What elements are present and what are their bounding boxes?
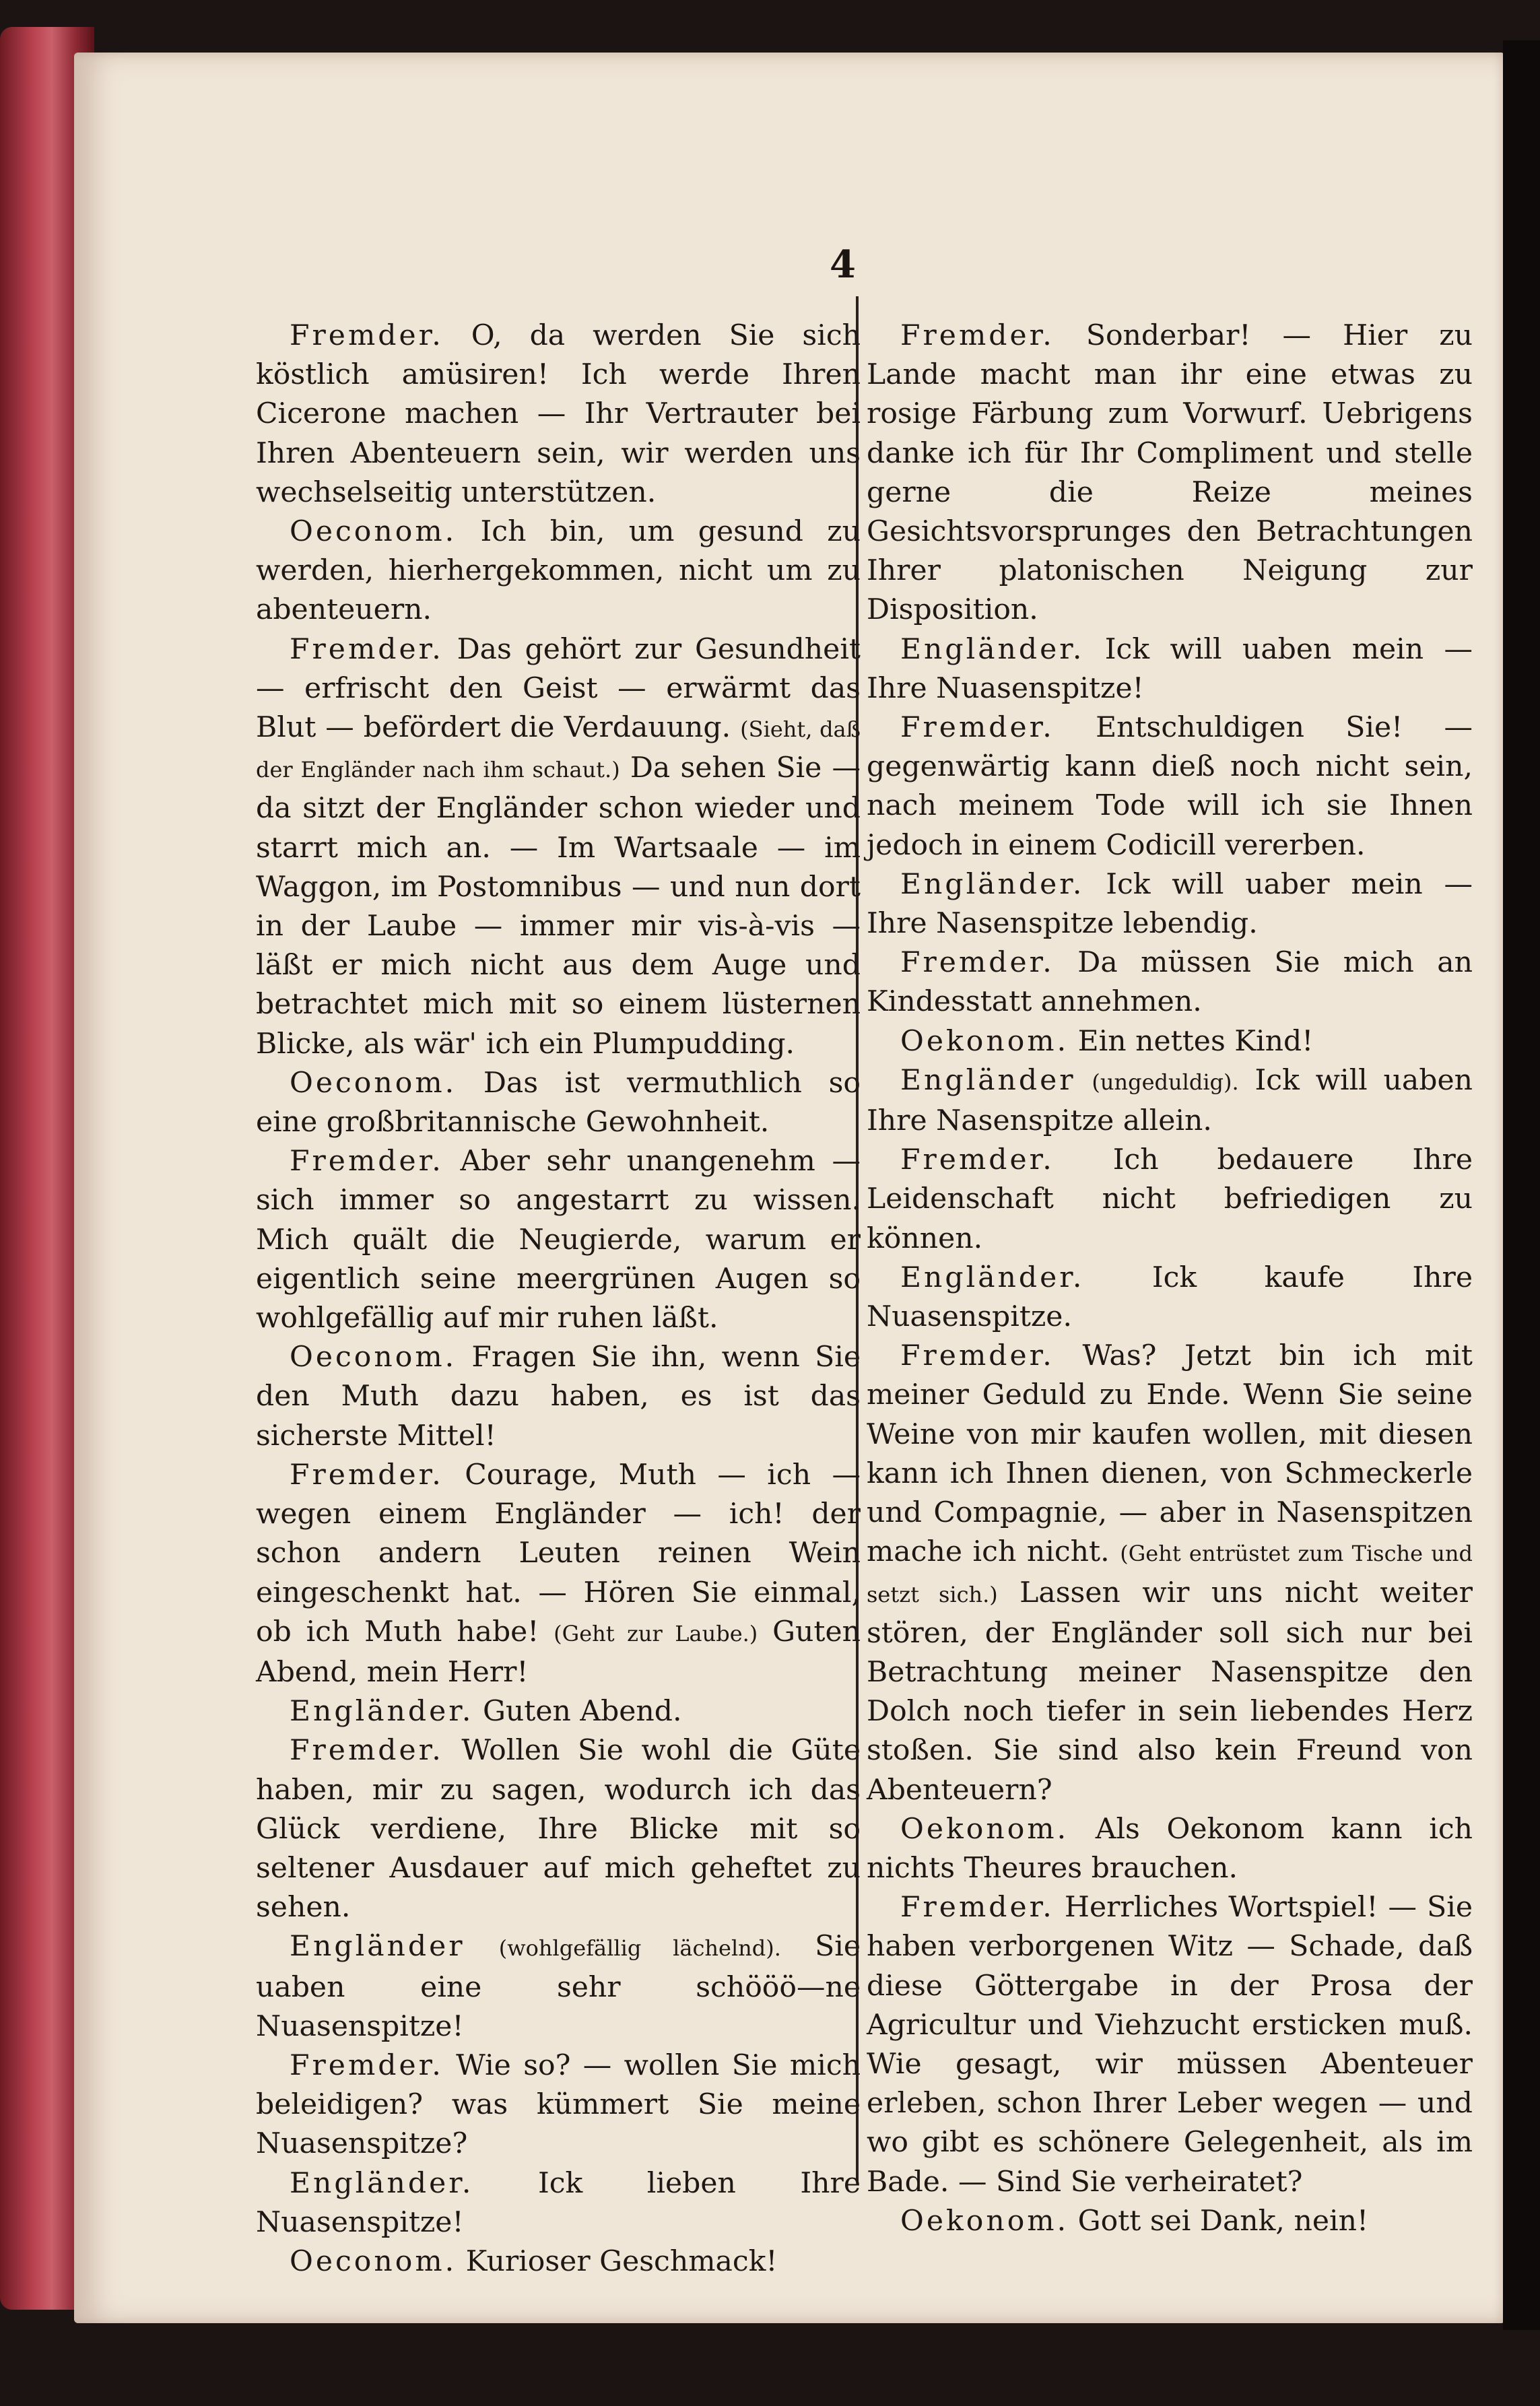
speaker-name: Fremder. [290, 1145, 444, 1178]
dialogue-paragraph [256, 2242, 861, 2281]
speaker-name: Engländer. [900, 1261, 1085, 1294]
speaker-name: Engländer [290, 1930, 465, 1964]
dialogue-paragraph [867, 943, 1473, 1022]
dialogue-paragraph [867, 316, 1473, 630]
dialogue-paragraph [867, 1022, 1473, 1061]
dialogue-text: Ick lieben Ihre Nuasenspitze! [256, 2166, 861, 2239]
dialogue-text: Entschuldigen Sie! — gegenwärtig kann dieß noch nicht sein, nach meinem Tode will ich sie Ihnen jedoch in einem Codicill vererben. [867, 711, 1473, 862]
background-strip [1503, 40, 1540, 2330]
speaker-name: Oekonom. [900, 1024, 1069, 1058]
speaker-name: Fremder. [290, 2048, 444, 2082]
dialogue-text: Das gehört zur Gesundheit — erfrischt den Geist — erwärmt das Blut — befördert die Verdauung. [256, 632, 861, 745]
dialogue-paragraph [867, 2202, 1473, 2241]
dialogue-text: Sie uaben eine sehr schööö—ne Nuasenspitze! [256, 1930, 861, 2043]
dialogue-paragraph [867, 1061, 1473, 1141]
dialogue-paragraph [867, 1259, 1473, 1337]
dialogue-text: Was? Jetzt bin ich mit meiner Geduld zu Ende. Wenn Sie seine Weine von mir kaufen wollen, mit diesen kann ich Ihnen dienen, von Schmeckerle und Compagnie, — aber in Nasenspitzen mache ich nicht. [867, 1339, 1473, 1569]
stage-direction: (Geht entrüstet zum Tische und setzt sich.) [867, 1541, 1473, 1607]
speaker-name: Fremder. [290, 632, 444, 666]
dialogue-text: Ick kaufe Ihre Nuasenspitze. [867, 1261, 1473, 1334]
left-column [256, 316, 861, 2281]
dialogue-paragraph [256, 2046, 861, 2164]
dialogue-paragraph [256, 1064, 861, 1142]
dialogue-text: Gott sei Dank, nein! [1077, 2204, 1369, 2238]
dialogue-text: Wie so? — wollen Sie mich beleidigen? was kümmert Sie meine Nuasenspitze? [256, 2048, 861, 2161]
speaker-name: Oeconom. [290, 515, 457, 549]
dialogue-paragraph [867, 708, 1473, 865]
dialogue-paragraph [256, 512, 861, 630]
speaker-name: Engländer. [290, 1695, 474, 1729]
dialogue-text: Ick will uaber mein — Ihre Nasenspitze lebendig. [867, 867, 1473, 941]
speaker-name: Fremder. [900, 1143, 1054, 1177]
dialogue-paragraph [256, 316, 861, 512]
right-column [867, 316, 1473, 2241]
stage-direction: (wohlgefällig lächelnd). [498, 1935, 781, 1962]
dialogue-text: Da sehen Sie — da sitzt der Engländer schon wieder und starrt mich an. — Im Wartsaale — im Waggon, im Postomnibus — und nun dort in der Laube — immer mir vis-à-vis — läßt er mich nicht aus dem Auge und betrachtet mich mit so einem lüsternen Blicke, als wär' ich ein Plumpudding. [256, 751, 861, 1061]
dialogue-text: Courage, Muth — ich — wegen einem Engländer — ich! der schon andern Leuten reinen Wein eingeschenkt hat. — Hören Sie einmal, ob ich Muth habe! [256, 1458, 861, 1648]
speaker-name: Fremder. [290, 319, 444, 352]
speaker-name: Fremder. [900, 319, 1054, 352]
dialogue-text: Guten Abend, mein Herr! [256, 1615, 861, 1689]
dialogue-text: Ein nettes Kind! [1077, 1024, 1314, 1058]
dialogue-text: Herrliches Wortspiel! — Sie haben verborgenen Witz — Schade, daß diese Göttergabe in der Prosa der Agricultur und Viehzucht ersticken muß. Wie gesagt, wir müssen Abenteuer erleben, schon Ihrer Leber wegen — und wo gibt es schönere Gelegenheit, als im Bade. — Sind Sie verheiratet? [867, 1891, 1473, 2199]
dialogue-text: Das ist vermuthlich so eine großbritannische Gewohnheit. [256, 1066, 861, 1139]
stage-direction: (ungeduldig). [1092, 1069, 1239, 1095]
dialogue-text: O, da werden Sie sich köstlich amüsiren! Ich werde Ihren Cicerone machen — Ihr Vertrauter bei Ihren Abenteuern sein, wir werden uns wechselseitig unterstützen. [256, 319, 861, 509]
speaker-name: Engländer. [900, 867, 1085, 901]
speaker-name: Fremder. [900, 1339, 1054, 1373]
speaker-name: Fremder. [290, 1458, 444, 1492]
dialogue-paragraph [867, 1337, 1473, 1809]
speaker-name: Engländer [900, 1063, 1076, 1097]
dialogue-text: Wollen Sie wohl die Güte haben, mir zu sagen, wodurch ich das Glück verdiene, Ihre Blicke mit so seltener Ausdauer auf mich geheftet zu sehen. [256, 1734, 861, 1925]
dialogue-text: Lassen wir uns nicht weiter stören, der Engländer soll sich nur bei Betrachtung meiner Nasenspitze den Dolch noch tiefer in sein liebendes Herz stoßen. Sie sind also kein Freund von Abenteuern? [867, 1576, 1473, 1807]
stage-direction: (Sieht, daß der Engländer nach ihm schaut.) [256, 716, 861, 783]
speaker-name: Oekonom. [900, 2204, 1069, 2238]
dialogue-paragraph [867, 865, 1473, 943]
dialogue-text: Ich bin, um gesund zu werden, hierhergekommen, nicht um zu abenteuern. [256, 515, 861, 627]
speaker-name: Oeconom. [290, 1341, 457, 1374]
dialogue-text: Ick will uaben mein — Ihre Nuasenspitze! [867, 632, 1473, 705]
page-number: 4 [830, 242, 856, 287]
dialogue-paragraph [256, 1338, 861, 1456]
dialogue-text: Guten Abend. [482, 1695, 682, 1729]
dialogue-paragraph [256, 1692, 861, 1731]
dialogue-paragraph [256, 1731, 861, 1927]
dialogue-paragraph [256, 1927, 861, 2046]
dialogue-paragraph [256, 1142, 861, 1338]
dialogue-paragraph [867, 1810, 1473, 1888]
dialogue-text: Kurioser Geschmack! [465, 2244, 778, 2278]
dialogue-text: Ick will uaben Ihre Nasenspitze allein. [867, 1063, 1473, 1138]
speaker-name: Fremder. [900, 946, 1054, 980]
dialogue-paragraph [867, 1888, 1473, 2202]
speaker-name: Engländer. [900, 632, 1085, 666]
dialogue-paragraph [256, 630, 861, 1064]
dialogue-paragraph [256, 1456, 861, 1692]
speaker-name: Fremder. [290, 1734, 444, 1768]
dialogue-text: Ich bedauere Ihre Leidenschaft nicht befriedigen zu können. [867, 1143, 1473, 1255]
dialogue-paragraph [256, 2164, 861, 2242]
speaker-name: Oeconom. [290, 2244, 457, 2278]
dialogue-paragraph [867, 1141, 1473, 1259]
stage-direction: (Geht zur Laube.) [554, 1620, 758, 1646]
dialogue-text: Sonderbar! — Hier zu Lande macht man ihr eine etwas zu rosige Färbung zum Vorwurf. Uebrigens danke ich für Ihr Compliment und stelle gerne die Reize meines Gesichtsvorsprunges den Betrachtungen Ihrer platonischen Neigung zur Disposition. [867, 319, 1473, 627]
speaker-name: Oekonom. [900, 1812, 1069, 1846]
speaker-name: Fremder. [900, 711, 1054, 745]
dialogue-text: Als Oekonom kann ich nichts Theures brauchen. [867, 1812, 1473, 1885]
dialogue-paragraph [867, 630, 1473, 708]
dialogue-text: Da müssen Sie mich an Kindesstatt annehmen. [867, 946, 1473, 1019]
speaker-name: Engländer. [290, 2166, 474, 2200]
speaker-name: Oeconom. [290, 1066, 457, 1100]
dialogue-text: Fragen Sie ihn, wenn Sie den Muth dazu haben, es ist das sicherste Mittel! [256, 1341, 861, 1452]
dialogue-text: Aber sehr unangenehm — sich immer so angestarrt zu wissen. Mich quält die Neugierde, warum er eigentlich seine meergrünen Augen so wohlgefällig auf mir ruhen läßt. [256, 1145, 861, 1335]
speaker-name: Fremder. [900, 1891, 1054, 1925]
